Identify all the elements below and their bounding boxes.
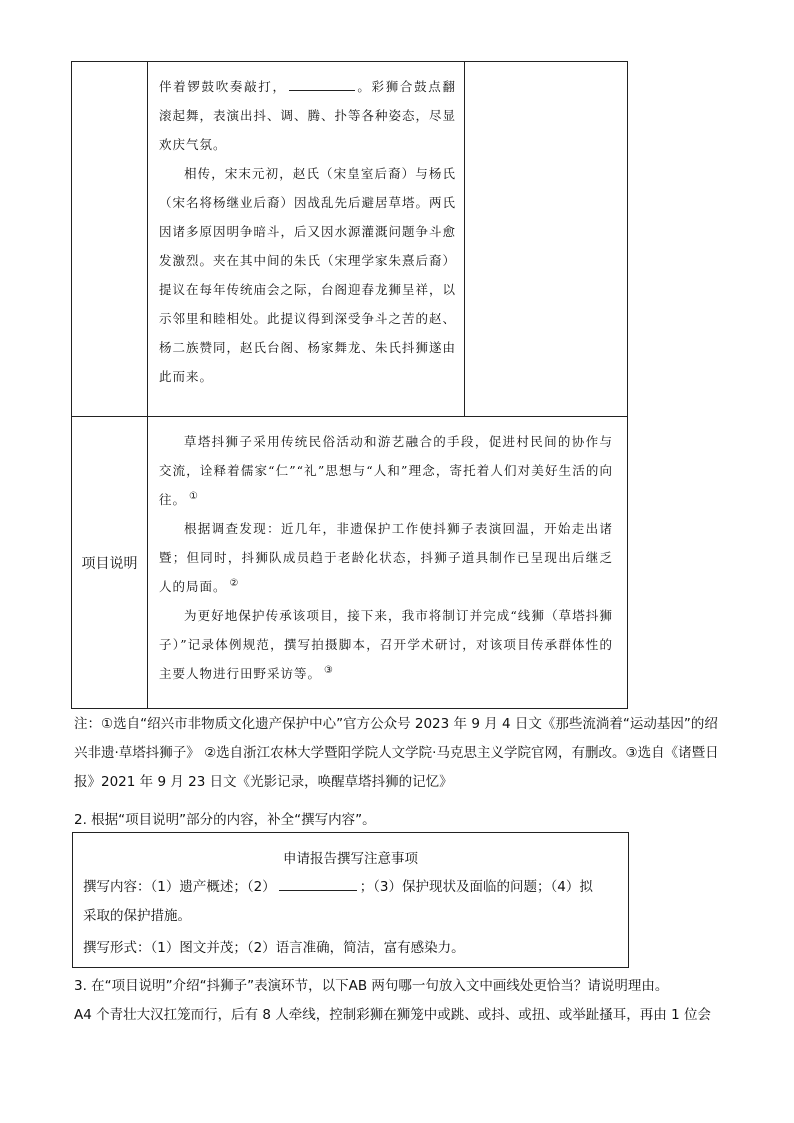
empty-label-cell: [72, 62, 148, 416]
question-3: 3. 在“项目说明”介绍“抖狮子”表演环节，以下AB 两句哪一句放入文中画线处更恰当？请说明理由。 A4 个青壮大汉扛笼而行，后有 8 人牵线，控制彩狮在狮笼中或跳、或抖、或扭、或举趾搔耳，再由 1 位会: [74, 978, 711, 1023]
source-note: 注：①选自“绍兴市非物质文化遗产保护中心”官方公众号 2023 年 9 月 4 日文《那些流淌着“运动基因”的绍兴非遗·草塔抖狮子》 ②选自浙江农林大学暨阳学院人文学院·马克思主义学院官网，有删改。③选自《诸暨日报》2021 年 9 月 23 日文《光影记录，唤醒草塔抖狮的记忆》: [74, 716, 719, 790]
legend-paragraph: 相传，宋末元初，赵氏（宋皇室后裔）与杨氏（宋名将杨继业后裔）因战乱先后避居草塔。两氏因诸多原因明争暗斗，后又因水源灌溉问题争斗愈发激烈。夹在其中间的朱氏（宋理学家朱熹后裔）提议在每年传统庙会之际，台阁迎春龙狮呈祥，以示邻里和睦相处。此提议得到深受争斗之苦的赵、杨二族赞同，赵氏台阁、杨家舞龙、朱氏抖狮遂由此而来。: [159, 166, 457, 384]
footnote-mark-2: ②: [229, 577, 240, 589]
writing-form-line: 撰写形式：（1）图文并茂；（2）语言准确，简洁，富有感染力。: [83, 940, 465, 956]
table-row-project-description: [72, 417, 627, 708]
description-paragraph-2: 根据调查发现：近几年，非遗保护工作使抖狮子表演回温，开始走出诸暨；但同时，抖狮队成员趋于老龄化状态，抖狮子道具制作已呈现出后继乏人的局面。 ②: [159, 521, 613, 594]
writing-content-line-2: 采取的保护措施。: [83, 908, 191, 924]
writing-notes-box: [72, 832, 629, 968]
project-table: [71, 61, 628, 709]
table-row-performance: [72, 62, 627, 417]
performance-paragraph: 伴着锣鼓吹奏敲打， 。彩狮合鼓点翻滚起舞，表演出抖、调、腾、扑等各种姿态，尽显欢庆气氛。: [159, 72, 456, 159]
project-description-label: 项目说明: [72, 417, 148, 708]
footnote-mark-1: ①: [189, 490, 199, 502]
underline-blank: [289, 76, 355, 91]
fill-in-blank[interactable]: [279, 875, 357, 891]
footnote-mark-3: ③: [324, 664, 334, 676]
empty-side-cell: [465, 62, 627, 416]
writing-content-line: 撰写内容：（1）遗产概述；（2） ；（3）保护现状及面临的问题；（4）拟: [83, 873, 618, 902]
description-paragraph-1: 草塔抖狮子采用传统民俗活动和游艺融合的手段，促进村民间的协作与交流，诠释着儒家“仁”“礼”思想与“人和”理念，寄托着人们对美好生活的向往。 ①: [159, 434, 613, 507]
project-description-cell: [147, 417, 627, 708]
box-title: 申请报告撰写注意事项: [283, 851, 418, 867]
description-paragraph-3: 为更好地保护传承该项目，接下来，我市将制订并完成“线狮（草塔抖狮子）”记录体例规范，撰写拍摄脚本，召开学术研讨，对该项目传承群体性的主要人物进行田野采访等。 ③: [159, 608, 613, 681]
question-2: 2. 根据“项目说明”部分的内容，补全“撰写内容”。: [74, 812, 376, 828]
performance-text-cell: [147, 62, 465, 416]
